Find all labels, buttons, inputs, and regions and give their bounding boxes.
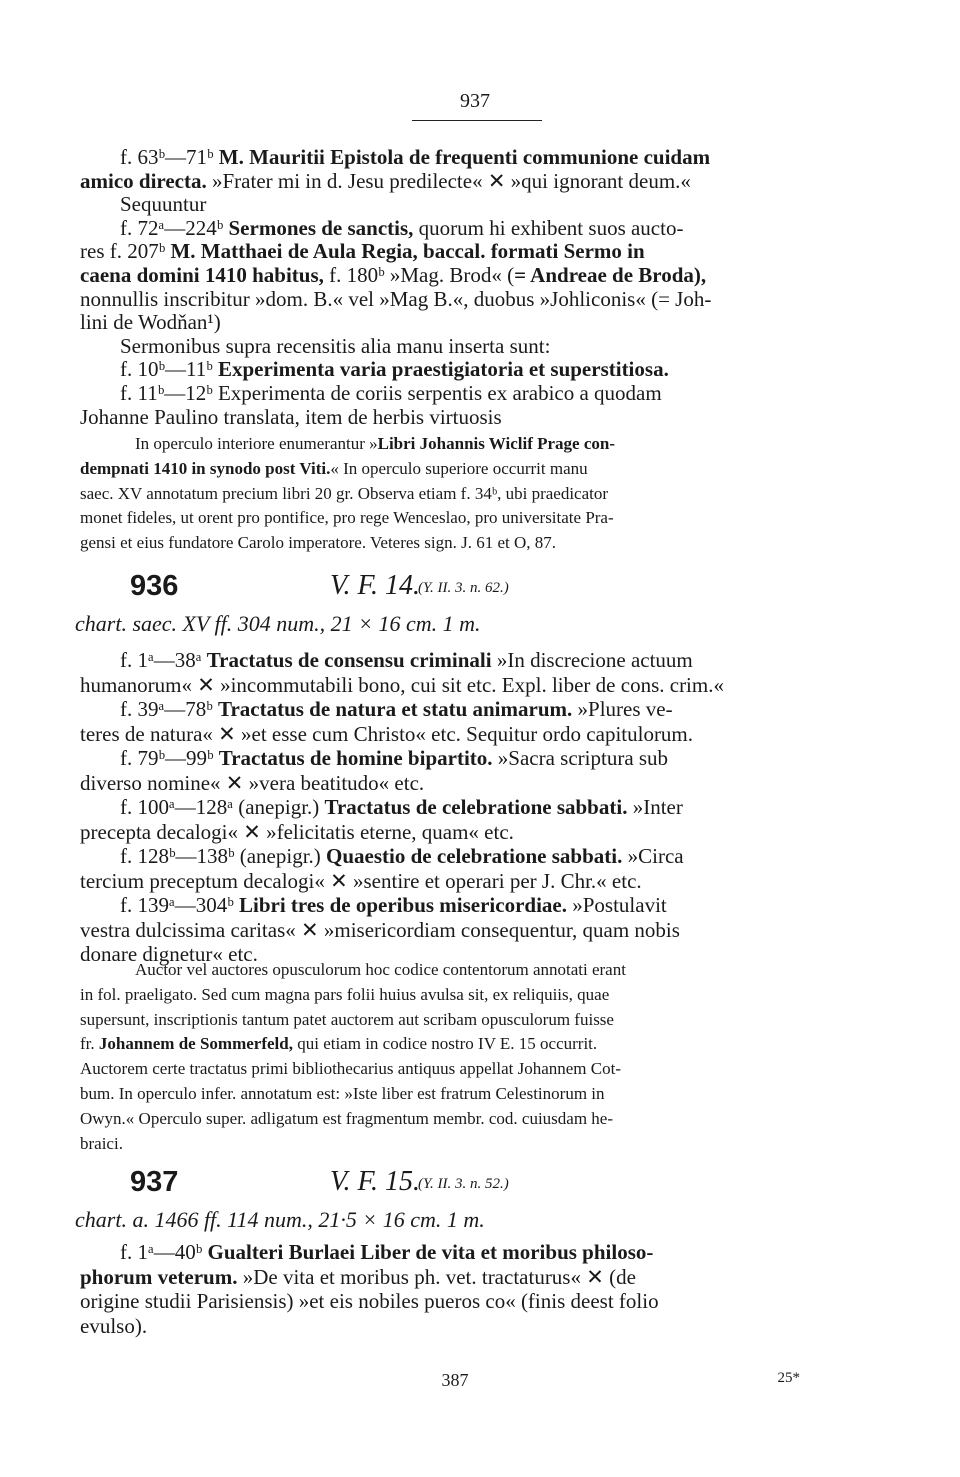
entry-number: 936 <box>130 570 179 602</box>
text-line <box>80 217 842 241</box>
text-line: vestra dulcissima caritas« ✕ »misericordiam consequentur, quam nobis <box>80 917 680 942</box>
incipit: »Plures ve- <box>572 697 673 721</box>
incipit: »Sacra scriptura sub <box>492 746 669 770</box>
text-line: f. 11ᵇ—12ᵇ Experimenta de coriis serpentis ex arabico a quodam <box>120 381 662 405</box>
folio-range: f. 63ᵇ—71ᵇ <box>120 146 219 169</box>
author-name: Johannem de Sommerfeld, <box>98 1034 293 1054</box>
entry-notes-936 <box>80 958 842 1156</box>
page-number: 937 <box>460 90 490 112</box>
work-title: M. Mauritii Epistola de frequenti communione cuidam <box>218 146 711 169</box>
incipit: »Frater mi in d. Jesu predilecte« ✕ »qui ignorant deum.« <box>206 169 691 193</box>
incipit: »Inter <box>627 795 683 819</box>
text-line: supersunt, inscriptionis tantum patet auctorem aut scribam opusculorum fuisse <box>80 1009 614 1029</box>
text-line <box>80 432 842 457</box>
entry-contents-937 <box>80 1240 842 1338</box>
text-line: precepta decalogi« ✕ »felicitatis eterne, quam« etc. <box>80 819 514 844</box>
text-line <box>80 264 842 288</box>
entry-number: 937 <box>130 1166 179 1198</box>
text-line: Auctor vel auctores opusculorum hoc codice contentorum annotati erant <box>135 960 626 979</box>
folio-range: f. 1ᵃ—40ᵇ <box>120 1240 208 1264</box>
text-line: bum. In operculo infer. annotatum est: »Iste liber est fratrum Celestinorum in <box>80 1083 605 1103</box>
text-segment: « In operculo superiore occurrit manu <box>330 458 588 478</box>
text-line: lini de Wodňan¹) <box>80 311 221 335</box>
text-line: Sequuntur <box>120 193 207 217</box>
text-line <box>80 844 842 869</box>
author-name: = Andreae de Broda), <box>514 263 707 287</box>
work-title: Tractatus de consensu criminali <box>206 648 492 672</box>
folio-range: f. 39ᵃ—78ᵇ <box>120 697 218 721</box>
text-line: in fol. praeligato. Sed cum magna pars folii huius avulsa sit, ex reliquiis, quae <box>80 984 610 1004</box>
folio-range: f. 128ᵇ—138ᵇ (anepigr.) <box>120 844 327 868</box>
shelf-mark: V. F. 15. <box>330 1166 420 1197</box>
text-line: diverso nomine« ✕ »vera beatitudo« etc. <box>80 770 425 795</box>
work-title: phorum veterum. <box>80 1264 238 1289</box>
text-line <box>80 1265 842 1290</box>
text-line: origine studii Parisiensis) »et eis nobiles pueros co« (finis deest folio <box>80 1289 659 1313</box>
incipit: »In discrecione actuum <box>491 648 693 672</box>
text-line <box>80 240 842 264</box>
text-line <box>80 457 842 482</box>
text-segment: fr. <box>80 1034 99 1054</box>
text-line <box>80 358 842 382</box>
physical-description: chart. saec. XV ff. 304 num., 21 × 16 cm. 1 m. <box>75 611 481 636</box>
text-segment: quorum hi exhibent suos aucto- <box>413 216 684 240</box>
folio-range: f. 72ᵃ—224ᵇ <box>120 216 229 240</box>
text-line: tercium preceptum decalogi« ✕ »sentire et operari per J. Chr.« etc. <box>80 868 642 893</box>
text-line <box>80 146 842 170</box>
header-rule <box>412 120 542 121</box>
text-line <box>80 795 842 820</box>
text-line: Owyn.« Operculo super. adligatum est fragmentum membr. cod. cuiusdam he- <box>80 1108 614 1128</box>
binding-note <box>80 432 842 556</box>
continued-entry <box>80 146 842 429</box>
text-line: Sermonibus supra recensitis alia manu inserta sunt: <box>120 334 551 358</box>
work-title: Experimenta varia praestigiatoria et superstitiosa. <box>217 358 669 382</box>
entry-heading-936 <box>130 570 830 610</box>
text-line: humanorum« ✕ »incommutabili bono, cui sit etc. Expl. liber de cons. crim.« <box>80 672 724 697</box>
text-line <box>80 746 842 771</box>
text-line: gensi et eius fundatore Carolo imperatore. Veteres sign. J. 61 et O, 87. <box>80 533 557 553</box>
work-title: Sermones de sanctis, <box>228 216 414 240</box>
incipit: »Circa <box>622 844 684 868</box>
text-line: braici. <box>80 1133 123 1153</box>
text-line <box>80 1240 842 1265</box>
text-line: evulso). <box>80 1313 148 1338</box>
work-title: Quaestio de celebratione sabbati. <box>326 844 623 868</box>
work-title: dempnati 1410 in synodo post Viti. <box>80 458 331 478</box>
text-line <box>80 893 842 918</box>
physical-description: chart. a. 1466 ff. 114 num., 21·5 × 16 cm. 1 m. <box>75 1207 485 1232</box>
folio-range: f. 79ᵇ—99ᵇ <box>120 746 219 770</box>
text-line <box>80 648 842 673</box>
work-title: Gualteri Burlaei Liber de vita et moribus philoso- <box>207 1240 654 1264</box>
text-line <box>80 170 842 194</box>
folio-range: res f. 207ᵇ <box>80 240 171 264</box>
work-title: Tractatus de celebratione sabbati. <box>324 795 628 819</box>
text-line: teres de natura« ✕ »et esse cum Christo« etc. Sequitur ordo capitulorum. <box>80 721 694 746</box>
text-line: Johanne Paulino translata, item de herbis virtuosis <box>80 405 502 429</box>
old-shelf-mark: (Y. II. 3. n. 62.) <box>418 580 509 596</box>
text-line: monet fideles, ut orent pro pontifice, pro rege Wenceslao, pro universitate Pra- <box>80 508 614 528</box>
work-title: Tractatus de homine bipartito. <box>218 746 493 770</box>
work-title: Libri tres de operibus misericordiae. <box>239 893 567 917</box>
text-segment: In operculo interiore enumerantur » <box>135 434 378 453</box>
text-line <box>80 697 842 722</box>
footer-number: 387 <box>441 1370 469 1390</box>
old-shelf-mark: (Y. II. 3. n. 52.) <box>418 1176 509 1192</box>
work-title: Libri Johannis Wiclif Prage con- <box>377 434 616 453</box>
folio-range: f. 100ᵃ—128ᵃ (anepigr.) <box>120 795 325 819</box>
text-line: nonnullis inscribitur »dom. B.« vel »Mag B.«, duobus »Johliconis« (= Joh- <box>80 287 712 311</box>
entry-contents-936 <box>80 648 842 967</box>
work-title: M. Matthaei de Aula Regia, baccal. formati Sermo in <box>170 240 645 264</box>
incipit: »Postulavit <box>567 893 667 917</box>
text-segment: f. 180ᵇ »Mag. Brod« ( <box>323 263 515 287</box>
text-line: donare dignetur« etc. <box>80 942 258 966</box>
footer-signature: 25* <box>777 1370 800 1386</box>
incipit: »De vita et moribus ph. vet. tractaturus« ✕ (de <box>237 1264 636 1289</box>
text-line: Auctorem certe tractatus primi bibliothecarius antiquus appellat Johannem Cot- <box>80 1059 622 1079</box>
work-title: amico directa. <box>80 169 207 193</box>
shelf-mark: V. F. 14. <box>330 570 420 601</box>
work-title: Tractatus de natura et statu animarum. <box>218 697 573 721</box>
work-title: caena domini 1410 habitus, <box>80 263 324 287</box>
folio-range: f. 1ᵃ—38ᵃ <box>120 648 207 672</box>
folio-range: f. 10ᵇ—11ᵇ <box>120 358 218 382</box>
text-line <box>80 1032 842 1057</box>
entry-heading-937 <box>130 1166 830 1206</box>
folio-range: f. 139ᵃ—304ᵇ <box>120 893 239 917</box>
text-segment: qui etiam in codice nostro IV E. 15 occurrit. <box>292 1034 598 1054</box>
text-line: saec. XV annotatum precium libri 20 gr. Observa etiam f. 34ᵇ, ubi praedicator <box>80 483 609 503</box>
